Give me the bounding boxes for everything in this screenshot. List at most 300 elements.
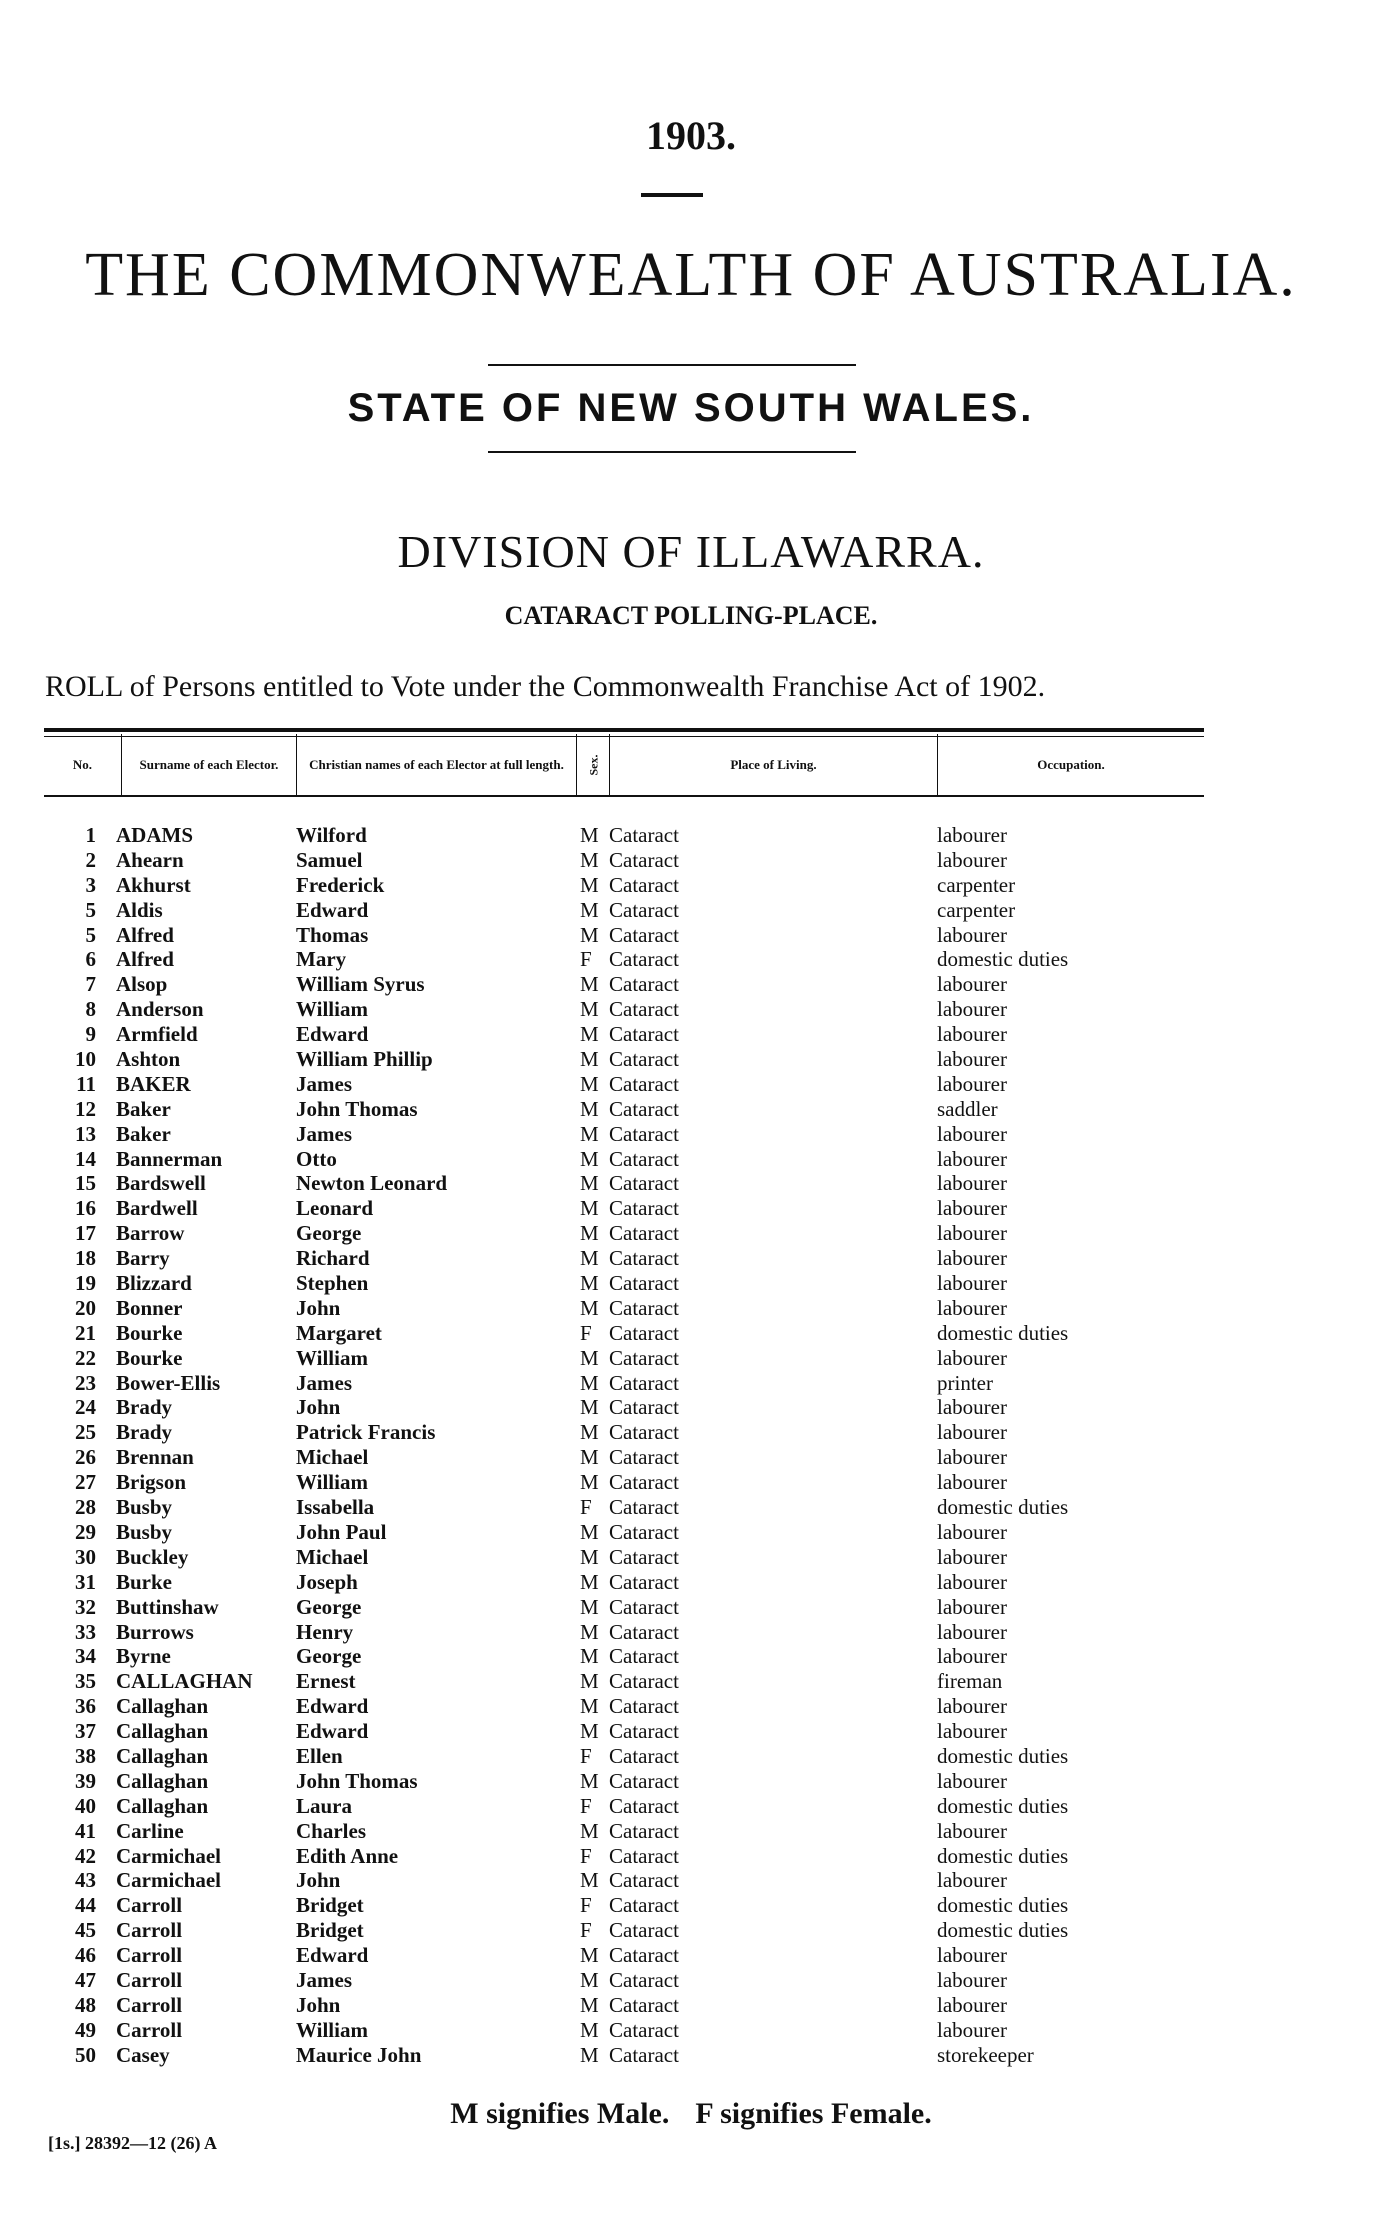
elector-christian-names: James — [296, 1370, 352, 1395]
elector-place: Cataract — [609, 1594, 679, 1619]
elector-place: Cataract — [609, 1519, 679, 1544]
elector-number: 41 — [75, 1818, 96, 1843]
table-row — [0, 1545, 1382, 1570]
elector-surname: Bannerman — [116, 1146, 223, 1171]
elector-occupation: labourer — [937, 1544, 1007, 1569]
elector-surname: Bardwell — [116, 1196, 198, 1221]
table-row — [0, 1968, 1382, 1993]
elector-occupation: labourer — [937, 1967, 1007, 1992]
elector-surname: Buttinshaw — [116, 1594, 219, 1619]
elector-sex: F — [580, 1495, 592, 1520]
table-row — [0, 1470, 1382, 1495]
elector-place: Cataract — [609, 1246, 679, 1271]
elector-number: 19 — [75, 1271, 96, 1296]
elector-number: 5 — [85, 897, 96, 922]
elector-christian-names: Edward — [296, 1719, 369, 1744]
table-row — [0, 1993, 1382, 2018]
elector-number: 28 — [75, 1495, 96, 1520]
elector-place: Cataract — [609, 1495, 679, 1520]
elector-sex: M — [580, 1071, 599, 1096]
table-row — [0, 848, 1382, 873]
elector-place: Cataract — [609, 1295, 679, 1320]
elector-number: 35 — [75, 1669, 96, 1694]
elector-christian-names: Edith Anne — [296, 1843, 399, 1868]
elector-surname: Carmichael — [116, 1843, 221, 1868]
table-row — [0, 972, 1382, 997]
elector-surname: Armfield — [116, 1022, 198, 1047]
elector-surname: Ahearn — [116, 847, 184, 872]
table-row — [0, 1047, 1382, 1072]
table-row — [0, 1868, 1382, 1893]
elector-surname: Burke — [116, 1569, 173, 1594]
elector-number: 5 — [85, 922, 96, 947]
elector-number: 42 — [75, 1843, 96, 1868]
elector-occupation: labourer — [937, 1644, 1007, 1669]
elector-number: 13 — [75, 1121, 96, 1146]
elector-number: 18 — [75, 1246, 96, 1271]
division-heading: DIVISION OF ILLAWARRA. — [397, 526, 985, 577]
elector-christian-names: Ellen — [296, 1743, 343, 1768]
elector-christian-names: Joseph — [296, 1569, 358, 1594]
elector-place: Cataract — [609, 1071, 679, 1096]
table-row — [0, 1844, 1382, 1869]
elector-number: 39 — [75, 1768, 96, 1793]
elector-place: Cataract — [609, 1893, 679, 1918]
elector-sex: M — [580, 1445, 599, 1470]
elector-christian-names: John — [296, 1395, 341, 1420]
elector-christian-names: Laura — [296, 1793, 353, 1818]
elector-christian-names: George — [296, 1221, 362, 1246]
elector-christian-names: John Thomas — [296, 1096, 418, 1121]
elector-place: Cataract — [609, 1345, 679, 1370]
elector-christian-names: Otto — [296, 1146, 337, 1171]
elector-place: Cataract — [609, 1146, 679, 1171]
elector-christian-names: William — [296, 1470, 368, 1495]
elector-sex: M — [580, 1868, 599, 1893]
elector-number: 24 — [75, 1395, 96, 1420]
elector-place: Cataract — [609, 1395, 679, 1420]
elector-surname: Brennan — [116, 1445, 194, 1470]
table-row — [0, 898, 1382, 923]
elector-occupation: fireman — [937, 1669, 1003, 1694]
table-row — [0, 1769, 1382, 1794]
elector-number: 50 — [75, 2042, 96, 2067]
elector-number: 25 — [75, 1420, 96, 1445]
table-row — [0, 1669, 1382, 1694]
elector-number: 21 — [75, 1320, 96, 1345]
elector-surname: Alsop — [116, 972, 168, 997]
elector-sex: M — [580, 1569, 599, 1594]
elector-place: Cataract — [609, 1644, 679, 1669]
elector-number: 36 — [75, 1694, 96, 1719]
elector-sex: M — [580, 1271, 599, 1296]
table-row — [0, 873, 1382, 898]
table-row — [0, 1420, 1382, 1445]
elector-surname: Bonner — [116, 1295, 183, 1320]
table-row — [0, 1570, 1382, 1595]
elector-occupation: labourer — [937, 1719, 1007, 1744]
elector-surname: Carroll — [116, 1918, 183, 1943]
elector-surname: Carroll — [116, 1967, 183, 1992]
elector-christian-names: Frederick — [296, 872, 385, 897]
elector-place: Cataract — [609, 1370, 679, 1395]
elector-place: Cataract — [609, 1544, 679, 1569]
elector-number: 32 — [75, 1594, 96, 1619]
elector-sex: F — [580, 947, 592, 972]
elector-place: Cataract — [609, 2042, 679, 2067]
elector-occupation: labourer — [937, 1943, 1007, 1968]
elector-number: 22 — [75, 1345, 96, 1370]
table-row — [0, 1644, 1382, 1669]
elector-number: 34 — [75, 1644, 96, 1669]
elector-occupation: labourer — [937, 823, 1007, 847]
elector-occupation: labourer — [937, 1445, 1007, 1470]
elector-surname: Carroll — [116, 1893, 183, 1918]
elector-number: 11 — [76, 1071, 96, 1096]
elector-sex: M — [580, 1096, 599, 1121]
divider-short — [641, 193, 703, 197]
elector-occupation: labourer — [937, 1569, 1007, 1594]
elector-christian-names: Ernest — [296, 1669, 356, 1694]
elector-number: 8 — [85, 997, 96, 1022]
table-row — [0, 1296, 1382, 1321]
elector-sex: M — [580, 1519, 599, 1544]
elector-christian-names: John Thomas — [296, 1768, 418, 1793]
elector-sex: M — [580, 1992, 599, 2017]
table-row — [0, 1744, 1382, 1769]
elector-number: 46 — [75, 1943, 96, 1968]
column-header-place: Place of Living. — [730, 757, 817, 772]
elector-number: 45 — [75, 1918, 96, 1943]
elector-place: Cataract — [609, 1022, 679, 1047]
elector-place: Cataract — [609, 1470, 679, 1495]
elector-christian-names: Issabella — [296, 1495, 375, 1520]
elector-place: Cataract — [609, 1096, 679, 1121]
elector-occupation: labourer — [937, 922, 1007, 947]
elector-christian-names: Edward — [296, 1694, 369, 1719]
elector-number: 12 — [75, 1096, 96, 1121]
elector-surname: Barrow — [116, 1221, 185, 1246]
elector-sex: M — [580, 1295, 599, 1320]
elector-place: Cataract — [609, 1320, 679, 1345]
table-rule-top — [44, 728, 1204, 732]
elector-surname: Busby — [116, 1519, 173, 1544]
elector-occupation: labourer — [937, 1768, 1007, 1793]
elector-number: 6 — [85, 947, 96, 972]
elector-place: Cataract — [609, 1669, 679, 1694]
column-header-no: No. — [72, 757, 93, 772]
column-header-christian-names: Christian names of each Elector at full length. — [309, 757, 564, 772]
elector-christian-names: Margaret — [296, 1320, 382, 1345]
table-row — [0, 1321, 1382, 1346]
table-row — [0, 1371, 1382, 1396]
elector-place: Cataract — [609, 1868, 679, 1893]
elector-place: Cataract — [609, 1221, 679, 1246]
elector-surname: Bardswell — [116, 1171, 206, 1196]
table-row — [0, 1221, 1382, 1246]
elector-number: 44 — [75, 1893, 96, 1918]
elector-surname: Carroll — [116, 1992, 183, 2017]
elector-surname: Callaghan — [116, 1793, 209, 1818]
elector-place: Cataract — [609, 1719, 679, 1744]
elector-surname: Carline — [116, 1818, 184, 1843]
elector-surname: ADAMS — [116, 823, 193, 847]
elector-surname: Byrne — [116, 1644, 171, 1669]
elector-surname: Bourke — [116, 1345, 183, 1370]
elector-occupation: labourer — [937, 1345, 1007, 1370]
elector-occupation: labourer — [937, 1594, 1007, 1619]
elector-place: Cataract — [609, 1196, 679, 1221]
elector-sex: M — [580, 1594, 599, 1619]
elector-christian-names: James — [296, 1071, 352, 1096]
elector-sex: M — [580, 1196, 599, 1221]
table-row — [0, 1171, 1382, 1196]
elector-place: Cataract — [609, 1793, 679, 1818]
elector-christian-names: Patrick Francis — [296, 1420, 436, 1445]
table-row — [0, 1122, 1382, 1147]
elector-christian-names: William — [296, 2017, 368, 2042]
elector-surname: Bourke — [116, 1320, 183, 1345]
elector-number: 26 — [75, 1445, 96, 1470]
elector-christian-names: Edward — [296, 1022, 369, 1047]
elector-sex: F — [580, 1793, 592, 1818]
table-row — [0, 1147, 1382, 1172]
sex-legend — [0, 2097, 1382, 2131]
elector-number: 40 — [75, 1793, 96, 1818]
elector-number: 9 — [85, 1022, 96, 1047]
elector-occupation: labourer — [937, 1246, 1007, 1271]
elector-number: 37 — [75, 1719, 96, 1744]
elector-surname: CALLAGHAN — [116, 1669, 253, 1694]
elector-occupation: labourer — [937, 1694, 1007, 1719]
elector-christian-names: Richard — [296, 1246, 370, 1271]
polling-place-heading: CATARACT POLLING-PLACE. — [504, 601, 878, 630]
table-row — [0, 823, 1382, 848]
elector-place: Cataract — [609, 947, 679, 972]
elector-place: Cataract — [609, 1843, 679, 1868]
elector-sex: M — [580, 922, 599, 947]
elector-surname: Akhurst — [116, 872, 191, 897]
elector-sex: M — [580, 1146, 599, 1171]
elector-sex: F — [580, 1843, 592, 1868]
elector-surname: Callaghan — [116, 1768, 209, 1793]
elector-occupation: labourer — [937, 1818, 1007, 1843]
elector-occupation: carpenter — [937, 897, 1016, 922]
elector-occupation: labourer — [937, 1992, 1007, 2017]
elector-occupation: labourer — [937, 1395, 1007, 1420]
elector-number: 43 — [75, 1868, 96, 1893]
elector-occupation: labourer — [937, 1271, 1007, 1296]
elector-sex: M — [580, 872, 599, 897]
elector-occupation: domestic duties — [937, 947, 1069, 972]
elector-surname: Ashton — [116, 1047, 181, 1072]
elector-christian-names: Stephen — [296, 1271, 369, 1296]
elector-christian-names: John — [296, 1992, 341, 2017]
elector-place: Cataract — [609, 1047, 679, 1072]
elector-number: 33 — [75, 1619, 96, 1644]
elector-sex: M — [580, 1694, 599, 1719]
elector-sex: M — [580, 1047, 599, 1072]
elector-sex: M — [580, 1171, 599, 1196]
elector-occupation: labourer — [937, 1221, 1007, 1246]
elector-christian-names: Samuel — [296, 847, 363, 872]
elector-sex: M — [580, 2017, 599, 2042]
elector-number: 30 — [75, 1544, 96, 1569]
print-reference: [1s.] 28392—12 (26) A — [48, 2133, 217, 2153]
elector-place: Cataract — [609, 1420, 679, 1445]
column-header-sex: Sex. — [586, 754, 600, 776]
elector-occupation: carpenter — [937, 872, 1016, 897]
elector-christian-names: Thomas — [296, 922, 369, 947]
elector-occupation: labourer — [937, 1171, 1007, 1196]
elector-number: 38 — [75, 1743, 96, 1768]
year-heading: 1903. — [646, 113, 736, 158]
table-row — [0, 1196, 1382, 1221]
elector-place: Cataract — [609, 1992, 679, 2017]
table-row — [0, 1445, 1382, 1470]
table-row — [0, 1794, 1382, 1819]
elector-sex: M — [580, 897, 599, 922]
elector-occupation: labourer — [937, 1420, 1007, 1445]
elector-place: Cataract — [609, 1569, 679, 1594]
elector-occupation: domestic duties — [937, 1320, 1069, 1345]
elector-occupation: domestic duties — [937, 1843, 1069, 1868]
elector-number: 29 — [75, 1519, 96, 1544]
elector-occupation: labourer — [937, 1047, 1007, 1072]
elector-place: Cataract — [609, 823, 679, 847]
table-row — [0, 1819, 1382, 1844]
elector-number: 48 — [75, 1992, 96, 2017]
elector-occupation: domestic duties — [937, 1495, 1069, 1520]
elector-sex: M — [580, 1121, 599, 1146]
elector-surname: Carroll — [116, 1943, 183, 1968]
elector-number: 17 — [75, 1221, 96, 1246]
elector-surname: Aldis — [116, 897, 163, 922]
elector-number: 1 — [85, 823, 96, 847]
elector-surname: Burrows — [116, 1619, 194, 1644]
divider-upper — [488, 364, 856, 366]
elector-sex: F — [580, 1893, 592, 1918]
legend-male: M signifies Male. — [450, 2097, 670, 2130]
elector-sex: M — [580, 2042, 599, 2067]
elector-number: 15 — [75, 1171, 96, 1196]
elector-occupation: labourer — [937, 2017, 1007, 2042]
elector-place: Cataract — [609, 1967, 679, 1992]
column-header-sex-cell — [577, 736, 609, 794]
elector-surname: Anderson — [116, 997, 204, 1022]
elector-place: Cataract — [609, 1121, 679, 1146]
elector-number: 23 — [75, 1370, 96, 1395]
elector-place: Cataract — [609, 1694, 679, 1719]
elector-surname: Callaghan — [116, 1694, 209, 1719]
elector-occupation: labourer — [937, 1196, 1007, 1221]
elector-place: Cataract — [609, 1271, 679, 1296]
elector-sex: M — [580, 997, 599, 1022]
elector-number: 49 — [75, 2017, 96, 2042]
elector-surname: Baker — [116, 1096, 171, 1121]
elector-occupation: labourer — [937, 1619, 1007, 1644]
table-row — [0, 997, 1382, 1022]
elector-number: 31 — [75, 1569, 96, 1594]
elector-number: 3 — [85, 872, 96, 897]
elector-sex: M — [580, 1719, 599, 1744]
elector-surname: Blizzard — [116, 1271, 192, 1296]
elector-christian-names: George — [296, 1594, 362, 1619]
elector-surname: Brady — [116, 1395, 173, 1420]
elector-surname: Buckley — [116, 1544, 189, 1569]
table-row — [0, 1893, 1382, 1918]
elector-occupation: labourer — [937, 1295, 1007, 1320]
elector-place: Cataract — [609, 1918, 679, 1943]
legend-female: F signifies Female. — [695, 2097, 932, 2130]
elector-number: 27 — [75, 1470, 96, 1495]
elector-place: Cataract — [609, 997, 679, 1022]
elector-place: Cataract — [609, 1943, 679, 1968]
elector-christian-names: John Paul — [296, 1519, 387, 1544]
elector-christian-names: John — [296, 1295, 341, 1320]
table-row — [0, 923, 1382, 948]
elector-sex: F — [580, 1320, 592, 1345]
elector-sex: M — [580, 1943, 599, 1968]
table-row — [0, 1346, 1382, 1371]
elector-sex: M — [580, 1221, 599, 1246]
elector-occupation: labourer — [937, 1868, 1007, 1893]
table-row — [0, 1719, 1382, 1744]
elector-sex: M — [580, 1246, 599, 1271]
elector-surname: Callaghan — [116, 1743, 209, 1768]
elector-occupation: labourer — [937, 847, 1007, 872]
elector-sex: M — [580, 847, 599, 872]
table-row — [0, 2043, 1382, 2068]
elector-number: 2 — [85, 847, 96, 872]
table-row — [0, 1271, 1382, 1296]
divider-lower — [488, 451, 856, 453]
elector-place: Cataract — [609, 1171, 679, 1196]
elector-occupation: printer — [937, 1370, 993, 1395]
table-rule-bottom — [44, 795, 1204, 797]
elector-occupation: labourer — [937, 972, 1007, 997]
elector-sex: M — [580, 823, 599, 847]
elector-surname: Baker — [116, 1121, 171, 1146]
elector-surname: Brigson — [116, 1470, 187, 1495]
elector-surname: Brady — [116, 1420, 173, 1445]
table-row — [0, 2018, 1382, 2043]
roll-description: ROLL of Persons entitled to Vote under the Commonwealth Franchise Act of 1902. — [45, 670, 1046, 703]
elector-occupation: domestic duties — [937, 1743, 1069, 1768]
elector-christian-names: Edward — [296, 1943, 369, 1968]
elector-surname: Alfred — [116, 922, 174, 947]
elector-surname: Barry — [116, 1246, 170, 1271]
elector-surname: BAKER — [116, 1071, 191, 1096]
elector-sex: M — [580, 1420, 599, 1445]
elector-number: 20 — [75, 1295, 96, 1320]
elector-place: Cataract — [609, 1818, 679, 1843]
elector-sex: F — [580, 1918, 592, 1943]
elector-christian-names: William Syrus — [296, 972, 425, 997]
elector-occupation: labourer — [937, 1470, 1007, 1495]
elector-sex: M — [580, 1345, 599, 1370]
elector-occupation: domestic duties — [937, 1918, 1069, 1943]
elector-occupation: labourer — [937, 1022, 1007, 1047]
elector-occupation: storekeeper — [937, 2042, 1034, 2067]
table-row — [0, 947, 1382, 972]
elector-christian-names: John — [296, 1868, 341, 1893]
elector-number: 47 — [75, 1967, 96, 1992]
elector-christian-names: Leonard — [296, 1196, 374, 1221]
elector-place: Cataract — [609, 897, 679, 922]
elector-sex: M — [580, 1544, 599, 1569]
column-header-surname: Surname of each Elector. — [139, 757, 279, 772]
